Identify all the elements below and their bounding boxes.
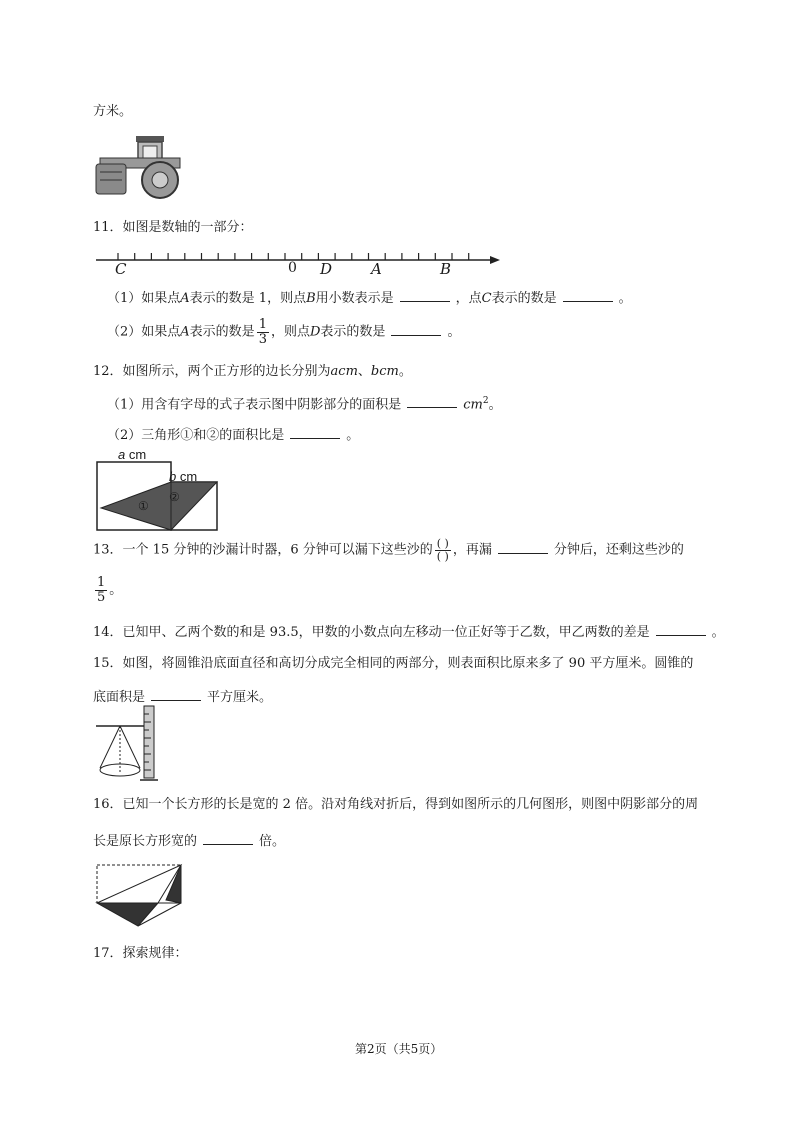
q11-part1: （1）如果点A表示的数是 1，则点B用小数表示是 ，点C表示的数是 。: [107, 291, 632, 306]
q15-line2: 底面积是 平方厘米。: [93, 690, 273, 705]
q11-stem: 11．如图是数轴的一部分：: [93, 220, 253, 235]
q16-line2: 长是原长方形宽的 倍。: [93, 834, 286, 849]
axis-label-c: C: [115, 260, 127, 278]
q13-line1: 13．一个 15 分钟的沙漏计时器，6 分钟可以漏下这些沙的 $\frac{( )}{( )}$ ，再漏 分钟后，还剩这些沙的: [93, 537, 684, 563]
paren-fraction: $\frac{( )}{( )}$: [436, 537, 449, 563]
q11-answer-blank-d[interactable]: [391, 324, 441, 336]
q13-line2: $\frac{1}{5}$ 。: [97, 575, 123, 605]
axis-label-d: D: [320, 260, 333, 278]
folded-rectangle-figure: [96, 862, 186, 932]
fraction-one-fifth: $\frac{1}{5}$: [97, 575, 106, 605]
cone-with-ruler-figure: [96, 704, 160, 782]
q12-part2: （2）三角形①和②的面积比是 。: [107, 428, 360, 443]
q15-answer-blank[interactable]: [151, 689, 201, 701]
q12-stem: 12．如图所示，两个正方形的边长分别为acm、bcm。: [93, 364, 412, 379]
fig-triangle-2: ②: [169, 490, 180, 504]
axis-label-a: A: [371, 260, 382, 278]
q12-answer-blank-ratio[interactable]: [290, 427, 340, 439]
q12-answer-blank-area[interactable]: [407, 396, 457, 408]
q12-part1: （1）用含有字母的式子表示图中阴影部分的面积是 $cm^2$。: [107, 396, 502, 413]
axis-label-b: B: [440, 260, 452, 278]
q13-answer-blank[interactable]: [498, 542, 548, 554]
fig-label-a: a cm: [118, 447, 147, 462]
fraction-one-third: $\frac{1}{3}$: [258, 317, 267, 347]
q17-text: 17．探索规律：: [93, 946, 188, 961]
q16-answer-blank[interactable]: [203, 833, 253, 845]
q11-part2: （2）如果点A表示的数是 $\frac{1}{3}$ ，则点D表示的数是 。: [107, 317, 461, 347]
q16-line1: 16．已知一个长方形的长是宽的 2 倍。沿对角线对折后，得到如图所示的几何图形，则图中阴影部分的周: [93, 797, 699, 812]
q14-text: 14．已知甲、乙两个数的和是 93.5，甲数的小数点向左移动一位正好等于乙数，甲乙两数的差是 。: [93, 625, 725, 640]
page-footer: 第2页（共5页）: [355, 1042, 443, 1056]
q15-line1: 15．如图，将圆锥沿底面直径和高切分成完全相同的两部分，则表面积比原来多了 90 平方厘米。圆锥的: [93, 656, 694, 671]
fig-label-b: b cm: [169, 469, 198, 484]
q14-answer-blank[interactable]: [656, 624, 706, 636]
q11-answer-blank-b[interactable]: [400, 290, 450, 302]
q11-answer-blank-c[interactable]: [563, 290, 613, 302]
continued-text: 方米。: [93, 104, 133, 119]
fig-triangle-1: ①: [138, 499, 149, 513]
axis-label-zero: 0: [288, 260, 297, 276]
two-squares-figure: [96, 446, 220, 532]
road-roller-image: [94, 134, 184, 200]
